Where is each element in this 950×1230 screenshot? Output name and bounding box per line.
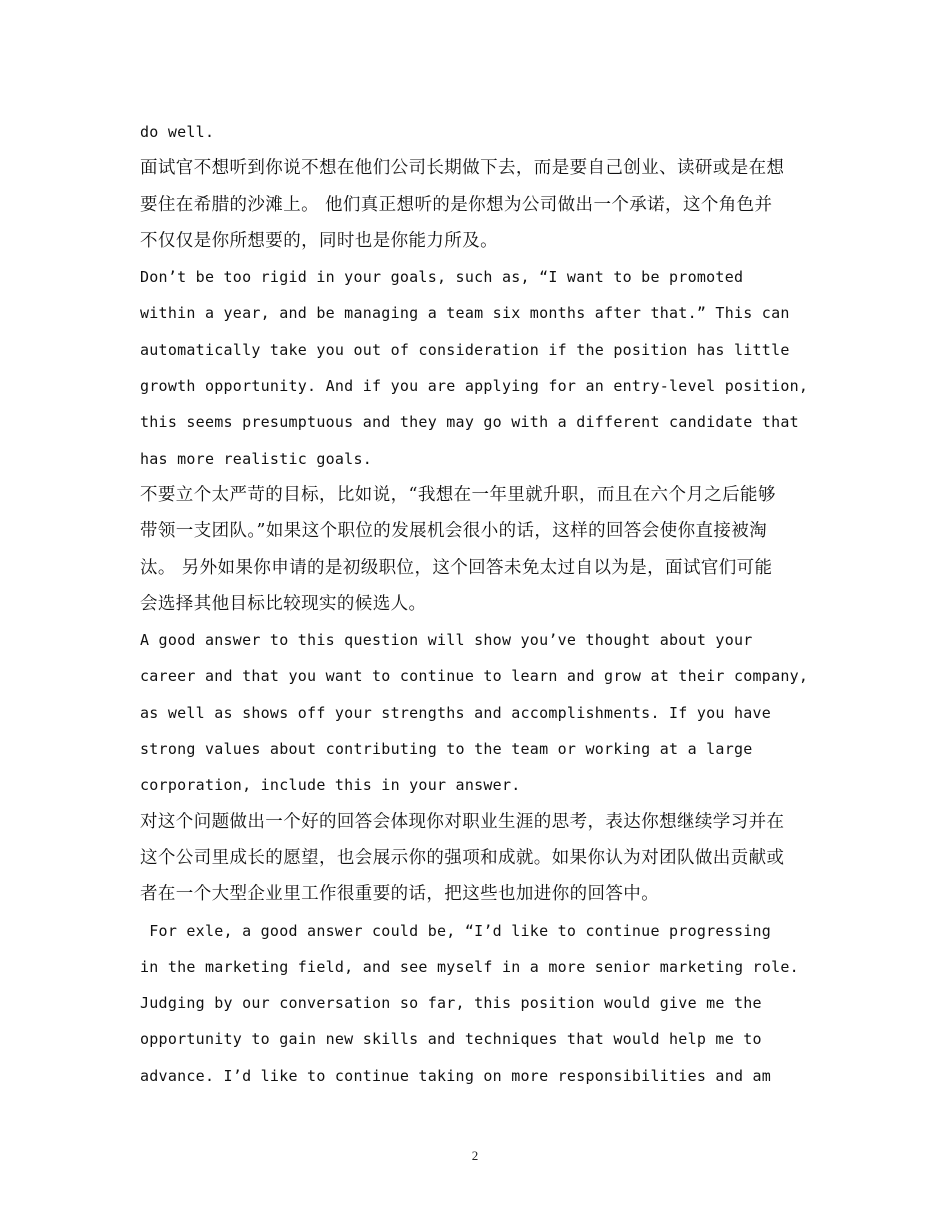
text-line: 面试官不想听到你说不想在他们公司长期做下去，而是要自己创业、读研或是在想 (140, 158, 785, 179)
text-line: 带领一支团队。”如果这个职位的发展机会很小的话，这样的回答会使你直接被淘 (140, 521, 768, 542)
text-line: strong values about contributing to the team or working at a large (140, 740, 753, 759)
text-line: do well. (140, 123, 215, 141)
page-number: 2 (471, 1148, 479, 1163)
text-line: 汰。 另外如果你申请的是初级职位，这个回答未免太过自以为是，面试官们可能 (140, 557, 773, 578)
text-line: automatically take you out of consideration if the position has little (140, 340, 790, 359)
text-line: career and that you want to continue to learn and grow at their company, (140, 667, 809, 686)
document-body (140, 114, 812, 1094)
text-line: advance. I’d like to continue taking on more responsibilities and am (140, 1066, 772, 1085)
text-line: 不要立个太严苛的目标，比如说，“我想在一年里就升职，而且在六个月之后能够 (140, 484, 776, 505)
text-line: 者在一个大型企业里工作很重要的话，把这些也加进你的回答中。 (140, 884, 660, 905)
text-line: A good answer to this question will show you’ve thought about your (140, 631, 753, 650)
text-line: 对这个问题做出一个好的回答会体现你对职业生涯的思考，表达你想继续学习并在 (140, 811, 785, 832)
text-line: this seems presumptuous and they may go with a different candidate that (140, 413, 799, 432)
text-line: 要住在希腊的沙滩上。 他们真正想听的是你想为公司做出一个承诺，这个角色并 (140, 194, 773, 215)
text-line: 会选择其他目标比较现实的候选人。 (140, 593, 427, 614)
text-line: within a year, and be managing a team six months after that.” This can (140, 304, 790, 323)
text-line: opportunity to gain new skills and techniques that would help me to (140, 1030, 762, 1049)
text-line: Don’t be too rigid in your goals, such as, “I want to be promoted (140, 268, 744, 287)
text-line: corporation, include this in your answer. (140, 776, 521, 795)
text-line: as well as shows off your strengths and accomplishments. If you have (140, 703, 772, 722)
text-line: Judging by our conversation so far, this position would give me the (140, 994, 762, 1013)
text-line: 不仅仅是你所想要的，同时也是你能力所及。 (140, 230, 498, 251)
text-line: 这个公司里成长的愿望，也会展示你的强项和成就。如果你认为对团队做出贡献或 (140, 847, 785, 868)
text-line: has more realistic goals. (140, 449, 373, 468)
text-line: in the marketing field, and see myself in a more senior marketing role. (140, 957, 799, 976)
text-line: For exle, a good answer could be, “I’d like to continue progressing (140, 921, 772, 940)
text-line: growth opportunity. And if you are applying for an entry-level position, (140, 377, 809, 396)
